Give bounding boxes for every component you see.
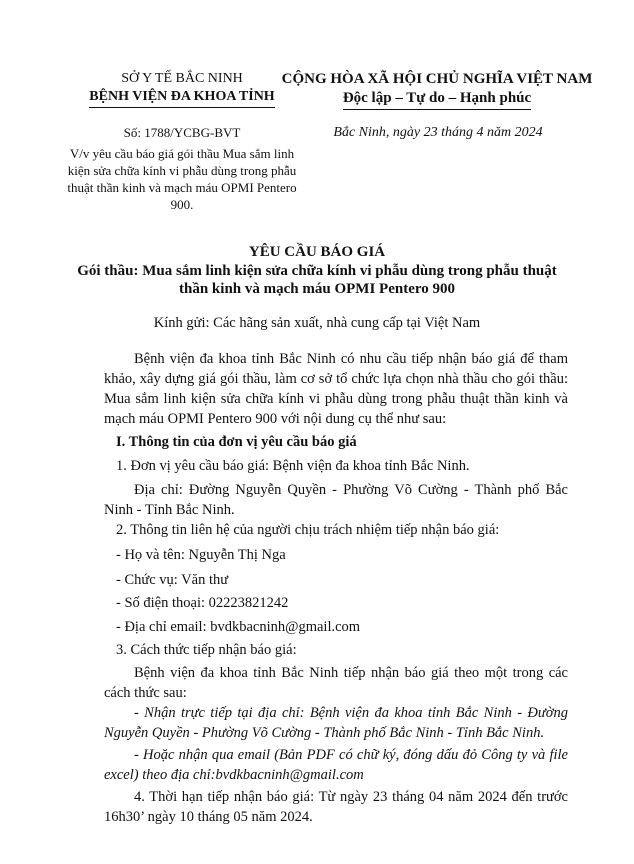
receive-email: - Hoặc nhận qua email (Bản PDF có chữ ký, đóng dấu đỏ Công ty và file excel) theo địa chỉ:bvdkbacninh@gmail.com [104,747,568,783]
contact-phone: - Số điện thoại: 02223821242 [116,595,289,611]
national-header [278,70,596,110]
document-date: Bắc Ninh, ngày 23 tháng 4 năm 2024 [333,125,543,140]
package-title-line2: thần kinh và mạch máu OPMI Pentero 900 [179,281,455,297]
receive-method-intro: Bệnh viện đa khoa tỉnh Bắc Ninh tiếp nhận báo giá theo một trong các cách thức sau: [104,665,568,701]
package-title-line1: Gói thầu: Mua sắm linh kiện sửa chữa kính vi phẫu dùng trong phẫu thuật [77,263,557,279]
document-subject: V/v yêu cầu báo giá gói thầu Mua sắm linh kiện sửa chữa kính vi phẫu dùng trong phẫu thuật thần kinh và mạch máu OPMI Pentero 900. [67,146,297,212]
receive-direct: - Nhận trực tiếp tại địa chỉ: Bệnh viện đa khoa tỉnh Bắc Ninh - Đường Nguyễn Quyền - Phường Võ Cường - Thành phố Bắc Ninh - Tỉnh Bắc Ninh. [104,705,568,741]
receive-method-heading: 3. Cách thức tiếp nhận báo giá: [116,642,297,658]
section-heading: I. Thông tin của đơn vị yêu cầu báo giá [116,434,357,450]
contact-name: - Họ và tên: Nguyễn Thị Nga [116,547,286,563]
document-title: YÊU CẦU BÁO GIÁ [248,244,386,260]
contact-email: - Địa chỉ email: bvdkbacninh@gmail.com [116,619,361,635]
recipient-line: Kính gửi: Các hãng sản xuất, nhà cung cấp tại Việt Nam [153,315,481,331]
issuer-block [62,70,302,108]
document-number: Số: 1788/YCBG-BVT [123,125,241,140]
quote-deadline: 4. Thời hạn tiếp nhận báo giá: Từ ngày 23 tháng 04 năm 2024 đến trước 16h30’ ngày 10 tháng 05 năm 2024. [104,789,568,825]
hospital-name: BỆNH VIỆN ĐA KHOA TỈNH [89,88,274,108]
requester-address: Địa chỉ: Đường Nguyễn Quyền - Phường Võ Cường - Thành phố Bắc Ninh - Tỉnh Bắc Ninh. [104,482,568,518]
contact-position: - Chức vụ: Văn thư [116,572,229,588]
national-motto: Độc lập – Tự do – Hạnh phúc [343,89,531,110]
requester-unit: 1. Đơn vị yêu cầu báo giá: Bệnh viện đa khoa tỉnh Bắc Ninh. [116,458,470,474]
contact-info-heading: 2. Thông tin liên hệ của người chịu trách nhiệm tiếp nhận báo giá: [116,522,500,538]
intro-paragraph: Bệnh viện đa khoa tỉnh Bắc Ninh có nhu cầu tiếp nhận báo giá để tham khảo, xây dựng giá gói thầu, làm cơ sở tổ chức lựa chọn nhà thầu cho gói thầu: Mua sắm linh kiện sửa chữa kính vi phẫu dùng trong phẫu thuật thần kinh và mạch máu OPMI Pentero 900 với nội dung cụ thể như sau: [104,351,568,427]
national-title: CỘNG HÒA XÃ HỘI CHỦ NGHĨA VIỆT NAM [281,71,593,87]
department-name: SỞ Y TẾ BẮC NINH [121,71,243,86]
